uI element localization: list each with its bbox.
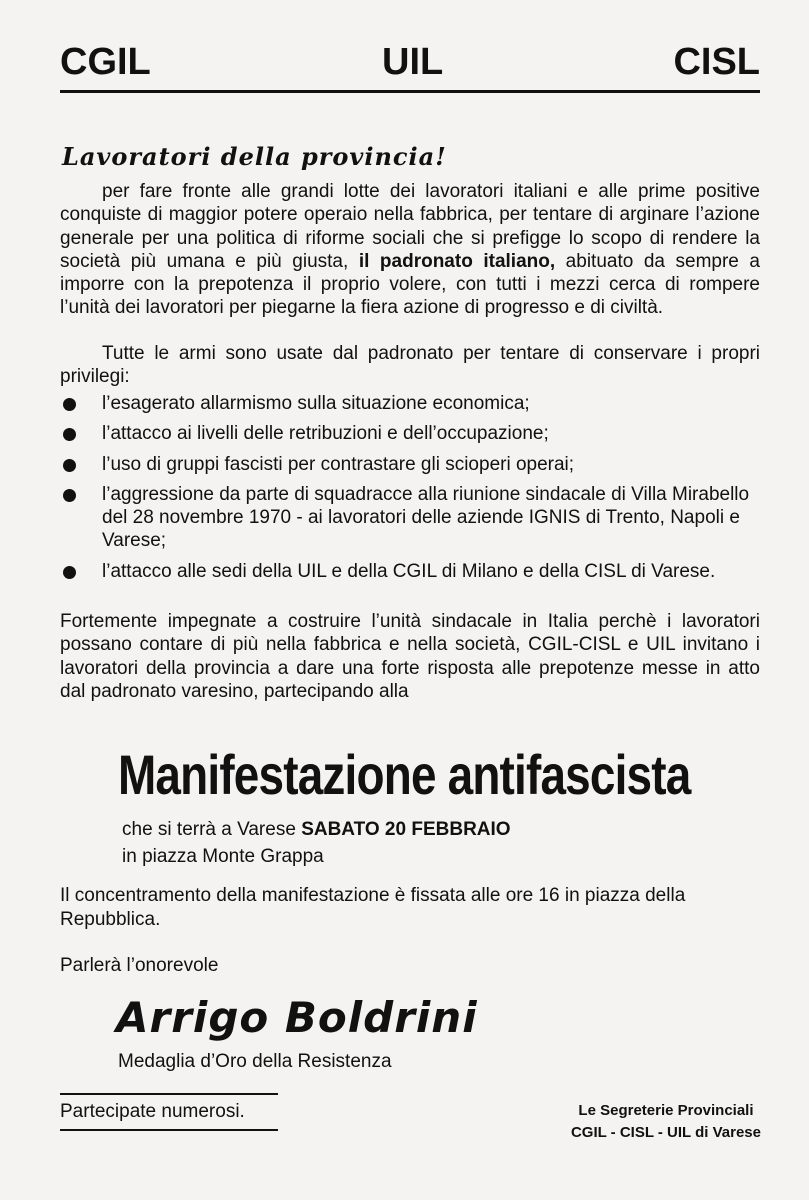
event-date: SABATO 20 FEBBRAIO: [301, 819, 511, 840]
event-when-prefix: che si terrà a Varese: [122, 819, 302, 840]
intro-text-start: per fare fronte alle grandi lotte dei lavoratori italiani e alle prime positive conquiste di maggior potere operaio nella fabbrica, per tentare di arginare l’azione generale per una politica di riforme sociali che si prefigge lo scopo di rendere la società più umana e più giusta,: [60, 181, 760, 272]
list-item: [60, 560, 760, 583]
list-item: [60, 483, 760, 553]
list-item-text: l’uso di gruppi fascisti per contrastare gli scioperi operai;: [102, 453, 575, 475]
union-header: [60, 40, 760, 88]
header-uil: UIL: [382, 41, 444, 83]
list-item: [60, 422, 760, 445]
intro-text-bold: il padronato italiano,: [358, 250, 556, 272]
call-paragraph: Fortemente impegnate a costruire l’unità sindacale in Italia perchè i lavoratori possano contare di più nella fabbrica e nella società, CGIL-CISL e UIL invitano i lavoratori della provincia a dare una forte risposta alle prepotenze messe in atto dal padronato varesino, partecipando alla: [60, 611, 760, 702]
speaker-title: Medaglia d’Oro della Resistenza: [118, 1051, 392, 1072]
bullet-dot-icon: [63, 428, 76, 441]
signature-line-1: Le Segreterie Provinciali: [578, 1102, 754, 1119]
assembly-info: Il concentramento della manifestazione è fissata alle ore 16 in piazza della Repubblica.: [60, 885, 686, 930]
speaker-name: Arrigo Boldrini: [116, 993, 478, 1042]
weapons-paragraph: Tutte le armi sono usate dal padronato per tentare di conservare i propri privilegi:: [60, 343, 760, 388]
header-cisl: CISL: [673, 41, 760, 83]
event-where: in piazza Monte Grappa: [122, 846, 324, 867]
header-cgil: CGIL: [60, 41, 151, 83]
bullet-dot-icon: [63, 459, 76, 472]
event-when: [122, 818, 511, 842]
list-item: [60, 392, 760, 415]
signature: [571, 1100, 761, 1144]
speaker-intro: Parlerà l’onorevole: [60, 955, 219, 976]
cta-bottom-rule: [60, 1129, 278, 1131]
intro-paragraph: [60, 180, 760, 320]
list-item: [60, 453, 760, 476]
list-item-text: l’attacco ai livelli delle retribuzioni e dell’occupazione;: [102, 423, 549, 445]
list-item-text: l’esagerato allarmismo sulla situazione economica;: [102, 393, 530, 414]
page-heading: Lavoratori della provincia!: [62, 142, 447, 171]
bullet-dot-icon: [63, 398, 76, 411]
cta-top-rule: [60, 1093, 278, 1095]
signature-line-2: CGIL - CISL - UIL di Varese: [570, 1124, 761, 1141]
list-item-text: l’aggressione da parte di squadracce alla riunione sindacale di Villa Mirabello del 28 novembre 1970 - ai lavoratori delle aziende IGNIS di Trento, Napoli e Varese;: [102, 483, 750, 552]
event-title: Manifestazione antifascista: [118, 743, 691, 806]
bullet-dot-icon: [63, 566, 76, 579]
bullet-dot-icon: [63, 489, 76, 502]
grievance-list: [60, 392, 760, 590]
list-item-text: l’attacco alle sedi della UIL e della CGIL di Milano e della CISL di Varese.: [102, 560, 716, 582]
call-to-action: Partecipate numerosi.: [60, 1101, 245, 1122]
header-divider: [60, 90, 760, 93]
intro-text-end: abituato da sempre a imporre con la prepotenza il proprio volere, con tutti i mezzi cerca di rompere l’unità dei lavoratori per piegarne la fiera azione di progresso e di civiltà.: [60, 250, 760, 319]
